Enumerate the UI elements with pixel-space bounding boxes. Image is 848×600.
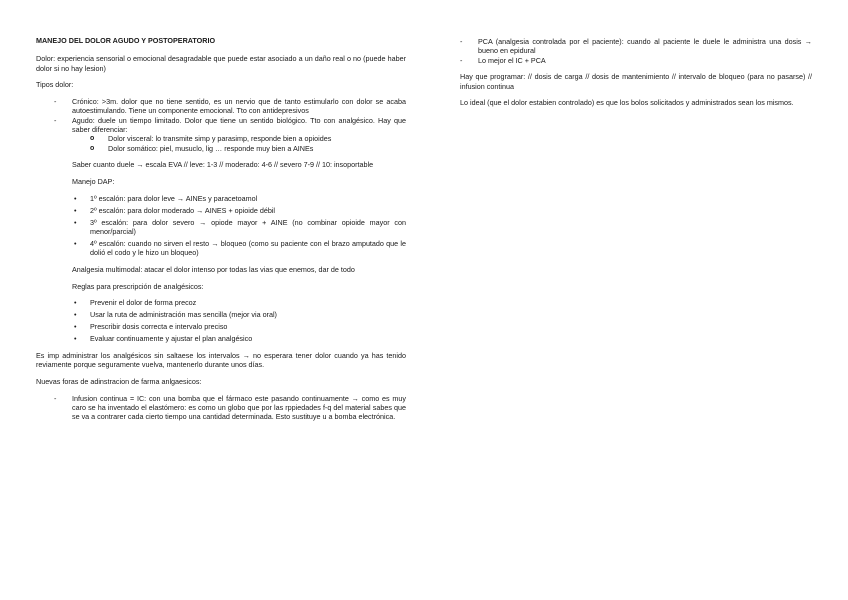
list-item: • Evaluar continuamente y ajustar el plan analgésico <box>72 334 406 343</box>
list-item <box>36 116 406 153</box>
pain-types-list <box>36 97 406 153</box>
multimodal-text: Analgesia multimodal: atacar el dolor intenso por todas las vias que enemos, dar de todo <box>72 264 355 274</box>
list-item: o Dolor visceral: lo transmite simp y parasimp, responde bien a opioides <box>72 134 406 143</box>
list-item: o Dolor somático: piel, musuclo, lig … responde muy bien a AINEs <box>72 144 406 153</box>
list-item: - PCA (analgesia controlada por el paciente): cuando al paciente le duele le administra una dosis → bueno en epidural <box>460 37 812 56</box>
important-text: Es imp administrar los analgésicos sin saltaese los intervalos → no esperara tener dolor cuando ya has tenido reviamente porque seguramente vuelva, mantenerlo durante unos días. <box>36 350 406 369</box>
reglas-list <box>72 298 406 343</box>
reglas-heading: Reglas para prescripción de analgésicos: <box>72 281 204 291</box>
list-item: • 2º escalón: para dolor moderado → AINES + opioide débil <box>72 206 406 215</box>
pain-definition: Dolor: experiencia sensorial o emocional desagradable que puede estar asociado a un daño real o no (puede haber dolor si no hay lesion) <box>36 54 406 73</box>
escalones-list <box>72 194 406 257</box>
list-item: • 1º escalón: para dolor leve → AINEs y paracetoamol <box>72 194 406 203</box>
pca-list <box>460 37 812 65</box>
list-item: • Usar la ruta de administración mas sencilla (mejor via oral) <box>72 310 406 319</box>
document-title: MANEJO DEL DOLOR AGUDO Y POSTOPERATORIO <box>36 36 216 45</box>
list-item: • 4º escalón: cuando no sirven el resto → bloqueo (como su paciente con el brazo amputado que le dolió el codo y le hizo un bloqueo) <box>72 239 406 258</box>
eva-scale-text: Saber cuanto duele → escala EVA // leve: 1-3 // moderado: 4-6 // severo 7-9 // 10: insoportable <box>72 160 374 170</box>
ideal-text: Lo ideal (que el dolor estabien controlado) es que los bolos solicitados y administrados sean los mismos. <box>460 98 794 108</box>
manejo-heading: Manejo DAP: <box>72 177 115 187</box>
list-item: • 3º escalón: para dolor severo → opiode mayor + AINE (no combinar opioide mayor con menor/parcial) <box>72 218 406 237</box>
programar-text: Hay que programar: // dosis de carga // dosis de mantenimiento // intervalo de bloqueo (para no pasarse) // infusion continua <box>460 72 812 91</box>
left-column <box>36 36 406 429</box>
pain-type-chronic: Crónico: >3m. dolor que no tiene sentido, es un nervio que de tanto estimularlo con dolor se acaba autoestimulando. Tiene un componente emocional. Tto con antidepresivos <box>72 97 406 116</box>
list-item: - Infusion continua = IC: con una bomba que el fármaco este pasando continuamente → como es muy caro se ha inventado el elastómero: es como un globo que por las rppiedades f-q del material sabes que se va a contrarer cada cierto tiempo una cantidad determinada. Esto sustituye u a bomba electrónica. <box>36 394 406 422</box>
list-item <box>36 97 406 116</box>
pain-types-heading: Tipos dolor: <box>36 80 74 90</box>
new-forms-heading: Nuevas foras de adinstracion de farma anlgaesicos: <box>36 376 202 386</box>
right-column <box>460 37 812 115</box>
new-forms-list <box>36 394 406 422</box>
list-item: • Prevenir el dolor de forma precoz <box>72 298 406 307</box>
pain-type-acute: Agudo: duele un tiempo limitado. Dolor que tiene un sentido biológico. Tto con analgésico. Hay que saber diferenciar: <box>72 115 406 135</box>
list-item: • Prescribir dosis correcta e intervalo preciso <box>72 322 406 331</box>
pain-subtypes-list <box>72 134 406 153</box>
list-item: - Lo mejor el IC + PCA <box>460 56 812 65</box>
